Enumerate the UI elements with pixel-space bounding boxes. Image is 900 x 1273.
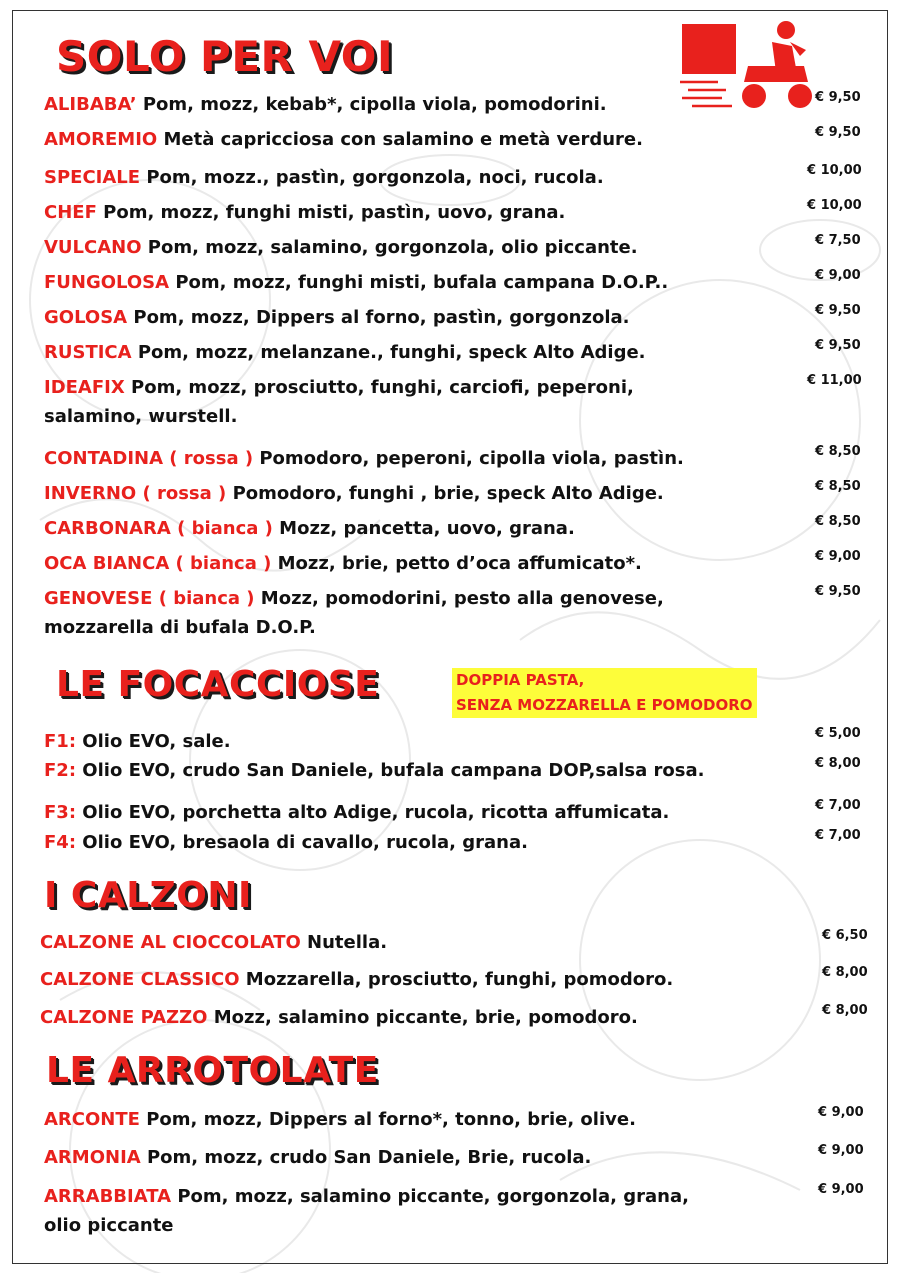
item-desc: Pomodoro, funghi , brie, speck Alto Adige.: [226, 483, 664, 504]
item-price: € 8,50: [815, 444, 861, 459]
section-title-le-arrotolate: LE ARROTOLATE: [46, 1050, 379, 1091]
item-desc-cont: salamino, wurstell.: [44, 406, 238, 427]
item-price: € 9,00: [818, 1182, 864, 1197]
item-name: IDEAFIX: [44, 377, 125, 398]
menu-item: [40, 1003, 638, 1032]
delivery-scooter-icon: [678, 20, 816, 112]
item-desc: Pom, mozz, melanzane., funghi, speck Alto Adige.: [131, 342, 646, 363]
item-name: AMOREMIO: [44, 129, 158, 150]
item-name: VULCANO: [44, 237, 142, 258]
menu-item: [40, 928, 387, 957]
menu-item: [44, 1105, 636, 1134]
menu-item: [44, 373, 634, 431]
item-name: ALIBABA’: [44, 94, 137, 115]
item-name: GOLOSA: [44, 307, 128, 328]
item-price: € 8,00: [822, 1003, 868, 1018]
menu-item: [44, 125, 643, 154]
item-price: € 9,50: [815, 584, 861, 599]
item-desc: Pom, mozz, prosciutto, funghi, carciofi, peperoni,: [124, 377, 634, 398]
item-price: € 9,00: [815, 549, 861, 564]
item-price: € 10,00: [807, 163, 862, 178]
item-name: FUNGOLOSA: [44, 272, 170, 293]
section-title-solo-per-voi: SOLO PER VOI: [56, 32, 394, 81]
item-name: ARMONIA: [44, 1147, 141, 1168]
item-name: F4:: [44, 832, 77, 853]
section-title-i-calzoni: I CALZONI: [44, 875, 252, 916]
menu-item: [44, 163, 604, 192]
item-name: CALZONE CLASSICO: [40, 969, 240, 990]
item-price: € 8,50: [815, 514, 861, 529]
menu-item: [44, 798, 669, 827]
menu-item: [40, 965, 673, 994]
item-desc: Mozzarella, prosciutto, funghi, pomodoro.: [239, 969, 674, 990]
item-name: ARCONTE: [44, 1109, 140, 1130]
item-desc: Pomodoro, peperoni, cipolla viola, pastìn.: [253, 448, 684, 469]
item-price: € 11,00: [807, 373, 862, 388]
item-name: GENOVESE ( bianca ): [44, 588, 255, 609]
menu-item: [44, 828, 528, 857]
item-price: € 9,50: [815, 90, 861, 105]
item-price: € 7,00: [815, 798, 861, 813]
menu-item: [44, 303, 630, 332]
menu-item: [44, 1182, 689, 1240]
menu-item: [44, 549, 642, 578]
menu-item: [44, 268, 668, 297]
item-desc: Pom, mozz, salamino, gorgonzola, olio piccante.: [141, 237, 638, 258]
item-name: CARBONARA ( bianca ): [44, 518, 273, 539]
item-name: SPECIALE: [44, 167, 141, 188]
item-name: RUSTICA: [44, 342, 132, 363]
item-price: € 9,50: [815, 338, 861, 353]
menu-item: [44, 444, 684, 473]
menu-item: [44, 756, 704, 785]
menu-item: [44, 233, 638, 262]
item-price: € 9,50: [815, 303, 861, 318]
item-desc-cont: mozzarella di bufala D.O.P.: [44, 617, 316, 638]
item-price: € 8,50: [815, 479, 861, 494]
item-desc: Pom, mozz, Dippers al forno, pastìn, gorgonzola.: [127, 307, 630, 328]
item-price: € 10,00: [807, 198, 862, 213]
menu-item: [44, 514, 575, 543]
menu-item: [44, 727, 231, 756]
item-desc: Olio EVO, crudo San Daniele, bufala campana DOP,salsa rosa.: [76, 760, 705, 781]
note-line: SENZA MOZZARELLA E POMODORO: [456, 696, 753, 714]
item-desc: Olio EVO, sale.: [76, 731, 231, 752]
item-desc: Pom, mozz, funghi misti, bufala campana D.O.P..: [169, 272, 669, 293]
item-price: € 7,50: [815, 233, 861, 248]
item-desc: Pom, mozz, crudo San Daniele, Brie, rucola.: [140, 1147, 592, 1168]
menu-item: [44, 479, 664, 508]
focacciose-note: [452, 668, 757, 718]
item-name: ARRABBIATA: [44, 1186, 172, 1207]
item-desc: Mozz, pancetta, uovo, grana.: [272, 518, 575, 539]
menu-item: [44, 338, 646, 367]
item-price: € 7,00: [815, 828, 861, 843]
item-desc-cont: olio piccante: [44, 1215, 174, 1236]
section-title-le-focacciose: LE FOCACCIOSE: [56, 664, 380, 705]
item-desc: Mozz, brie, petto d’oca affumicato*.: [271, 553, 642, 574]
item-desc: Pom, mozz, salamino piccante, gorgonzola, grana,: [171, 1186, 689, 1207]
item-price: € 9,50: [815, 125, 861, 140]
menu-item: [44, 584, 664, 642]
menu-item: [44, 90, 607, 119]
item-desc: Pom, mozz., pastìn, gorgonzola, noci, rucola.: [140, 167, 604, 188]
item-desc: Olio EVO, bresaola di cavallo, rucola, grana.: [76, 832, 528, 853]
item-price: € 8,00: [815, 756, 861, 771]
item-desc: Pom, mozz, Dippers al forno*, tonno, brie, olive.: [139, 1109, 636, 1130]
item-desc: Pom, mozz, funghi misti, pastìn, uovo, grana.: [96, 202, 566, 223]
item-price: € 9,00: [815, 268, 861, 283]
item-name: CALZONE AL CIOCCOLATO: [40, 932, 301, 953]
item-desc: Mozz, salamino piccante, brie, pomodoro.: [207, 1007, 638, 1028]
item-desc: Nutella.: [300, 932, 388, 953]
item-name: CALZONE PAZZO: [40, 1007, 208, 1028]
item-desc: Pom, mozz, kebab*, cipolla viola, pomodorini.: [136, 94, 607, 115]
item-name: F1:: [44, 731, 77, 752]
item-name: CHEF: [44, 202, 97, 223]
menu-item: [44, 1143, 591, 1172]
item-name: F3:: [44, 802, 77, 823]
item-price: € 9,00: [818, 1105, 864, 1120]
item-price: € 9,00: [818, 1143, 864, 1158]
note-line: DOPPIA PASTA,: [456, 671, 585, 689]
item-price: € 8,00: [822, 965, 868, 980]
item-price: € 6,50: [822, 928, 868, 943]
item-name: OCA BIANCA ( bianca ): [44, 553, 272, 574]
item-name: F2:: [44, 760, 77, 781]
item-name: INVERNO ( rossa ): [44, 483, 227, 504]
item-name: CONTADINA ( rossa ): [44, 448, 254, 469]
item-desc: Olio EVO, porchetta alto Adige, rucola, ricotta affumicata.: [76, 802, 670, 823]
item-desc: Mozz, pomodorini, pesto alla genovese,: [254, 588, 664, 609]
menu-item: [44, 198, 565, 227]
item-price: € 5,00: [815, 726, 861, 741]
item-desc: Metà capricciosa con salamino e metà verdure.: [157, 129, 643, 150]
